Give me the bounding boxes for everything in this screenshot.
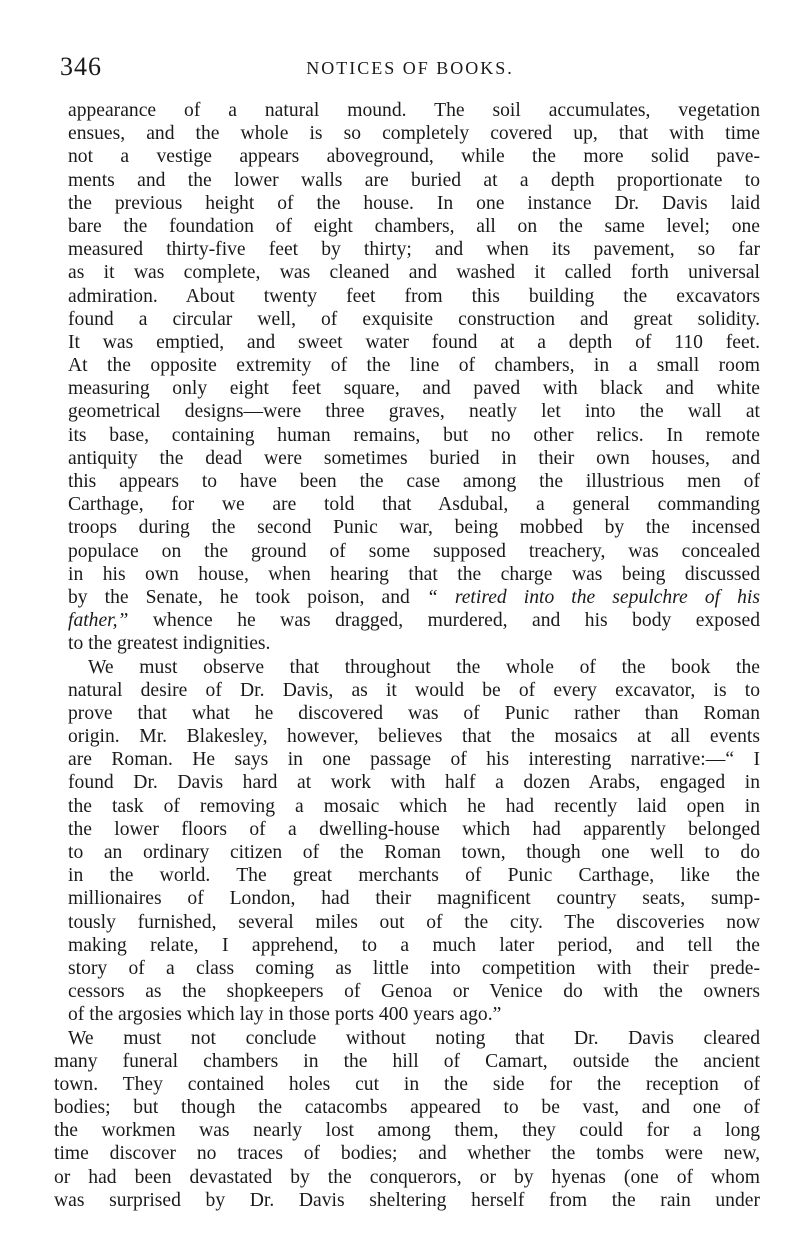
text-line: its base, containing human remains, but no other relics. In remote bbox=[68, 424, 760, 446]
text-line: prove that what he discovered was of Punic rather than Roman bbox=[68, 702, 760, 724]
text-line: measuring only eight feet square, and paved with black and white bbox=[68, 378, 760, 400]
text-line: was surprised by Dr. Davis sheltering herself from the rain under bbox=[54, 1189, 760, 1211]
text-line: making relate, I apprehend, to a much later period, and tell the bbox=[68, 934, 760, 956]
text-line: At the opposite extremity of the line of chambers, in a small room bbox=[68, 355, 760, 377]
text-line: Carthage, for we are told that Asdubal, a general commanding bbox=[68, 494, 760, 516]
text-line-with-quote bbox=[48, 609, 760, 632]
text-fragment: by the Senate, he took poison, and bbox=[68, 586, 410, 608]
text-line: in his own house, when hearing that the charge was being discussed bbox=[68, 563, 760, 585]
text-line: to an ordinary citizen of the Roman town, though one well to do bbox=[68, 842, 760, 863]
text-line: millionaires of London, had their magnificent country seats, sump- bbox=[68, 888, 760, 910]
text-line: story of a class coming as little into competition with their prede- bbox=[68, 957, 760, 979]
body-text bbox=[48, 99, 760, 1212]
running-head: NOTICES OF BOOKS. bbox=[306, 58, 514, 78]
text-line: town. They contained holes cut in the side for the reception of bbox=[54, 1073, 760, 1095]
quoted-italic-text: father,” bbox=[68, 610, 129, 632]
text-line: this appears to have been the case among the illustrious men of bbox=[68, 471, 760, 492]
text-line: the previous height of the house. In one instance Dr. Davis laid bbox=[68, 192, 760, 214]
text-line: or had been devastated by the conquerors, or by hyenas (one of whom bbox=[54, 1166, 760, 1188]
quoted-italic-text: “ retired into the sepulchre of his bbox=[426, 586, 760, 608]
text-line: It was emptied, and sweet water found at a depth of 110 feet. bbox=[68, 331, 760, 353]
text-line: are Roman. He says in one passage of his interesting narrative:—“ I bbox=[68, 749, 760, 771]
page-number: 346 bbox=[60, 52, 102, 81]
text-line: as it was complete, was cleaned and washed it called forth universal bbox=[68, 262, 760, 284]
text-line: natural desire of Dr. Davis, as it would be of every excavator, is to bbox=[68, 679, 760, 701]
text-line: tously furnished, several miles out of the city. The discoveries now bbox=[68, 911, 760, 933]
text-line: the workmen was nearly lost among them, they could for a long bbox=[54, 1120, 760, 1142]
text-line: ensues, and the whole is so completely covered up, that with time bbox=[68, 123, 760, 145]
text-line: bodies; but though the catacombs appeared to be vast, and one of bbox=[54, 1097, 760, 1119]
text-line: found Dr. Davis hard at work with half a dozen Arabs, engaged in bbox=[68, 772, 760, 794]
text-line: appearance of a natural mound. The soil accumulates, vegetation bbox=[68, 100, 760, 121]
text-line: not a vestige appears aboveground, while the more solid pave- bbox=[68, 146, 760, 168]
text-line: many funeral chambers in the hill of Camart, outside the ancient bbox=[54, 1050, 760, 1072]
text-line: origin. Mr. Blakesley, however, believes that the mosaics at all events bbox=[68, 726, 760, 748]
text-line: cessors as the shopkeepers of Genoa or Venice do with the owners bbox=[68, 981, 760, 1003]
text-line: to the greatest indignities. bbox=[68, 633, 271, 655]
paragraph-first-line: We must observe that throughout the whole of the book the bbox=[88, 656, 760, 678]
page-header bbox=[60, 52, 760, 82]
text-line-with-quote bbox=[48, 586, 760, 609]
text-line: antiquity the dead were sometimes buried in their own houses, and bbox=[68, 447, 760, 469]
text-line: ments and the lower walls are buried at a depth proportionate to bbox=[68, 169, 760, 191]
text-line: of the argosies which lay in those ports 400 years ago.” bbox=[68, 1004, 502, 1026]
paragraph-first-line: We must not conclude without noting that Dr. Davis cleared bbox=[68, 1027, 760, 1049]
text-line: time discover no traces of bodies; and whether the tombs were new, bbox=[54, 1143, 760, 1165]
text-line: populace on the ground of some supposed treachery, was concealed bbox=[68, 540, 760, 562]
text-line: geometrical designs—were three graves, neatly let into the wall at bbox=[68, 401, 760, 423]
text-line: the task of removing a mosaic which he had recently laid open in bbox=[68, 795, 760, 817]
text-line: bare the foundation of eight chambers, all on the same level; one bbox=[68, 215, 760, 237]
text-line: troops during the second Punic war, being mobbed by the incensed bbox=[68, 517, 760, 539]
text-line: admiration. About twenty feet from this building the excavators bbox=[68, 285, 760, 307]
text-line: found a circular well, of exquisite construction and great solidity. bbox=[68, 308, 760, 330]
text-line: the lower floors of a dwelling-house which had apparently belonged bbox=[68, 818, 760, 840]
text-line: in the world. The great merchants of Punic Carthage, like the bbox=[68, 865, 760, 887]
text-line: measured thirty-five feet by thirty; and when its pavement, so far bbox=[68, 239, 760, 261]
text-fragment: whence he was dragged, murdered, and his body exposed bbox=[128, 610, 760, 632]
